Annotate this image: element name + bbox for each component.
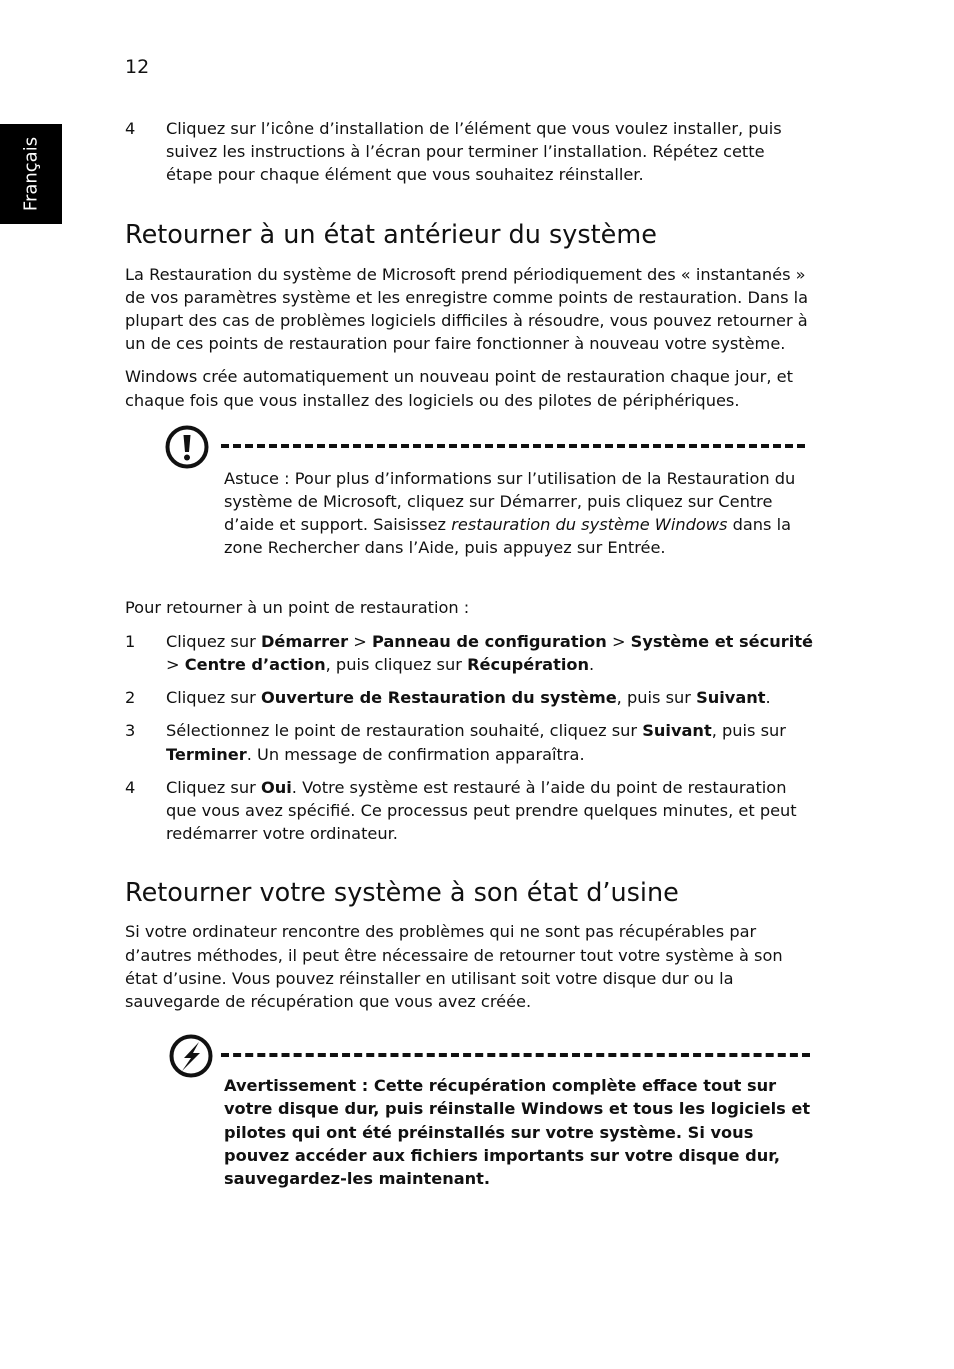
section-heading-factory: Retourner votre système à son état d’usine <box>125 878 679 909</box>
step-text-part: . Un message de confirmation apparaîtra. <box>246 744 585 764</box>
restore-lead: Pour retourner à un point de restauration : <box>125 597 470 617</box>
tip-text-italic: restauration du système Windows <box>451 515 728 535</box>
ui-term-suivant: Suivant <box>696 688 766 708</box>
ui-term-oui: Oui <box>260 777 292 797</box>
step-text-part: > <box>606 631 631 651</box>
step-text <box>166 776 815 846</box>
step-text <box>166 686 815 709</box>
restore-paragraph-2: Windows crée automatiquement un nouveau point de restauration chaque jour, et chaque fois que vous installez des logiciels ou des pilotes de périphériques. <box>125 367 793 410</box>
lightning-warning-icon <box>169 1034 213 1078</box>
step-text-part: , puis sur <box>711 721 786 741</box>
step-number: 3 <box>125 721 136 741</box>
step-number: 4 <box>125 777 136 797</box>
warning-note <box>125 1030 815 1190</box>
ui-term-systeme-securite: Système et sécurité <box>630 631 814 651</box>
intro-step <box>125 117 815 187</box>
step-text <box>166 719 815 765</box>
restore-step-2 <box>125 686 815 709</box>
tip-note <box>125 425 815 560</box>
ui-term-recuperation: Récupération <box>467 655 590 675</box>
ui-term-centre-action: Centre d’action <box>184 655 326 675</box>
step-number: 2 <box>125 688 136 708</box>
restore-paragraph-1: La Restauration du système de Microsoft prend périodiquement des « instantanés » de vos paramètres système et les enregistre comme points de restauration. Dans la plupart des cas de problèmes logiciels difficiles à résoudre, vous pouvez retourner à un de ces points de restauration pour faire fonctionner à nouveau votre système. <box>125 264 809 354</box>
tip-text <box>224 467 815 560</box>
ui-term-panneau: Panneau de configuration <box>371 631 607 651</box>
step-number: 1 <box>125 631 136 651</box>
warning-label: Avertissement : <box>224 1076 374 1096</box>
ui-term-ouverture: Ouverture de Restauration du système <box>260 688 617 708</box>
step-number: 4 <box>125 119 136 138</box>
step-text-part: Cliquez sur <box>166 688 261 708</box>
language-tab-label: Français <box>20 136 42 212</box>
step-text: Cliquez sur l’icône d’installation de l’élément que vous voulez installer, puis suivez les instructions à l’écran pour terminer l’installation. Répétez cette étape pour chaque élément que vous souhaitez réinstaller. <box>166 119 782 185</box>
step-text-part: . <box>589 655 595 675</box>
ui-term-demarrer: Démarrer <box>260 631 349 651</box>
exclamation-icon <box>165 425 209 469</box>
restore-step-3 <box>125 719 815 765</box>
page-number: 12 <box>125 56 150 78</box>
step-text <box>166 630 815 676</box>
step-text-part: , puis sur <box>616 688 697 708</box>
ui-term-suivant: Suivant <box>642 721 712 741</box>
section-heading-restore: Retourner à un état antérieur du système <box>125 219 657 250</box>
step-text-part: . <box>765 688 771 708</box>
page-content <box>125 117 815 1190</box>
tip-text-part-1: : Pour plus d’informations sur l’utilisation de la Restauration du système de Microsoft, cliquez sur Démarrer, puis cliquez sur Centre d’aide et support. Saisissez <box>224 468 796 535</box>
dashed-divider <box>221 1053 810 1057</box>
tip-text-part-2: dans la zone Rechercher dans l’Aide, puis appuyez sur Entrée. <box>224 515 792 558</box>
factory-paragraph: Si votre ordinateur rencontre des problèmes qui ne sont pas récupérables par d’autres méthodes, il peut être nécessaire de retourner tout votre système à son état d’usine. Vous pouvez réinstaller en utilisant soit votre disque dur ou la sauvegarde de récupération que vous avez créée. <box>125 922 783 1012</box>
language-tab <box>0 124 62 224</box>
warning-text <box>224 1074 815 1190</box>
step-text-part: > <box>348 631 372 651</box>
step-text-part: Sélectionnez le point de restauration souhaité, cliquez sur <box>166 721 643 741</box>
tip-label: Astuce <box>224 468 279 488</box>
step-text-part: . Votre système est restauré à l’aide du point de restauration que vous avez spécifié. Ce processus peut prendre quelques minutes, et peut redémarrer votre ordinateur. <box>166 777 797 844</box>
restore-step-1 <box>125 630 815 676</box>
restore-step-4 <box>125 776 815 846</box>
step-text-part: > <box>166 655 185 675</box>
step-text-part: Cliquez sur <box>166 631 261 651</box>
ui-term-terminer: Terminer <box>166 744 247 764</box>
step-text-part: , puis cliquez sur <box>325 655 468 675</box>
dashed-divider <box>221 444 805 448</box>
step-text-part: Cliquez sur <box>166 777 261 797</box>
warning-body: Cette récupération complète efface tout sur votre disque dur, puis réinstalle Windows et tous les logiciels et pilotes qui ont été préinstallés sur votre système. Si vous pouvez accéder aux fichiers importants sur votre disque dur, sauvegardez-les maintenant. <box>224 1076 811 1189</box>
